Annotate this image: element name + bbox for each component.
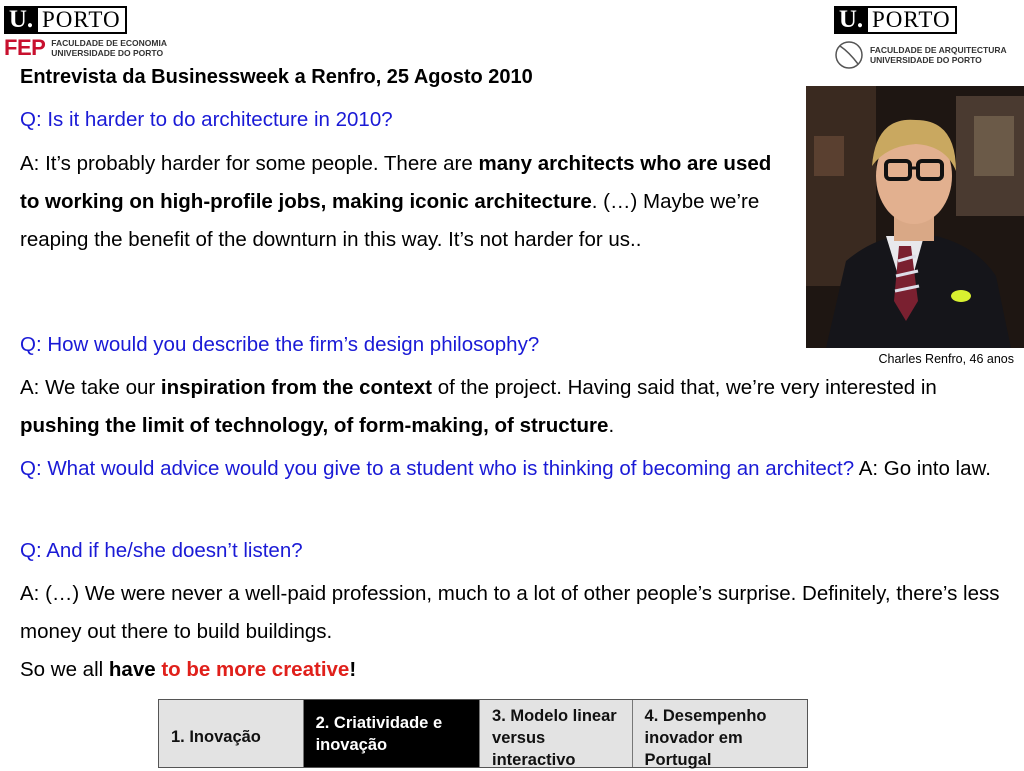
fep-logo <box>4 6 174 64</box>
question-3-block <box>20 450 1010 488</box>
tab-inovacao[interactable]: 1. Inovação <box>159 700 304 767</box>
question-4: Q: And if he/she doesn’t listen? <box>20 539 303 562</box>
section-tabs <box>158 699 808 768</box>
tab-desempenho-portugal[interactable]: 4. Desempenho inovador em Portugal <box>633 700 807 767</box>
emphasis-creative: to be more creative <box>155 658 350 681</box>
tab-criatividade-inovacao[interactable]: 2. Criatividade e inovação <box>304 700 480 767</box>
photo-caption: Charles Renfro, 46 anos <box>878 352 1014 366</box>
uporto-mark-right: U. PORTO <box>834 6 1022 34</box>
answer-3: A: Go into law. <box>854 457 991 480</box>
fep-line2: UNIVERSIDADE DO PORTO <box>51 48 164 58</box>
slide-title: Entrevista da Businessweek a Renfro, 25 Agosto 2010 <box>20 66 533 88</box>
faup-line2: UNIVERSIDADE DO PORTO <box>870 55 982 65</box>
fep-line1: FACULDADE DE ECONOMIA <box>51 38 167 48</box>
faup-emblem-icon <box>834 40 864 70</box>
question-2: Q: How would you describe the firm’s design philosophy? <box>20 333 540 356</box>
portrait-image <box>806 86 1024 348</box>
uporto-mark-left: U. PORTO <box>4 6 174 34</box>
question-3: Q: What would advice would you give to a student who is thinking of becoming an architect? <box>20 457 855 480</box>
answer-2: A: We take our inspiration from the context of the project. Having said that, we’re very interested in pushing the limit of technology, of form-making, of structure. <box>20 376 937 437</box>
portrait-photo <box>806 86 1024 348</box>
faup-logo <box>834 6 1022 74</box>
answer-4: A: (…) We were never a well-paid profession, much to a lot of other people’s surprise. Definitely, there’s less money out there to build buildings. So we all have to be more creative! <box>20 582 1000 681</box>
faup-line1: FACULDADE DE ARQUITECTURA <box>870 45 1007 55</box>
question-1: Q: Is it harder to do architecture in 2010? <box>20 108 393 131</box>
answer-1: A: It’s probably harder for some people. There are many architects who are used to working on high-profile jobs, making iconic architecture. (…) Maybe we’re reaping the benefit of the downturn in this way. It’s not harder for us.. <box>20 152 772 251</box>
fep-mark: FEP <box>4 35 46 60</box>
tab-modelo-linear[interactable]: 3. Modelo linear versus interactivo <box>480 700 633 767</box>
